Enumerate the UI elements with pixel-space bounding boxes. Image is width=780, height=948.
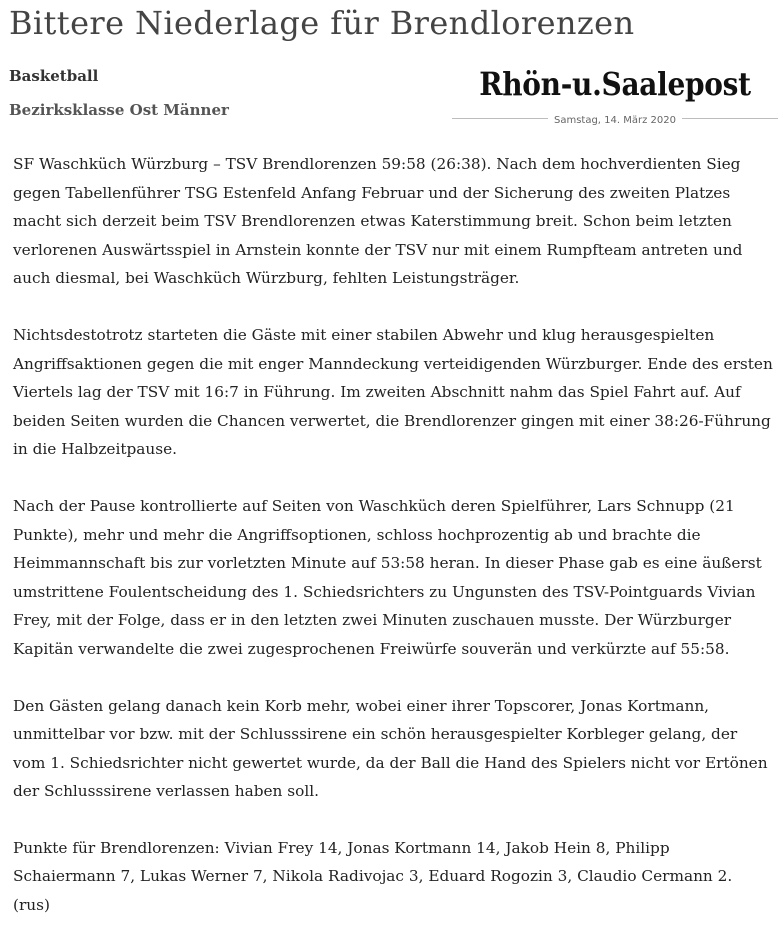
newspaper-logo: Rhön-u.Saalepost: [479, 65, 751, 103]
article-paragraph: Nach der Pause kontrollierte auf Seiten von Waschküch deren Spielführer, Lars Schnupp (21 Punkte), mehr und mehr die Angriffsoptionen, schloss hochprozentig ab und brachte die Heimmannschaft bis zur vorletzten Minute auf 53:58 heran. In dieser Phase gab es eine äußerst umstrittene Foulentscheidung des 1. Schiedsrichters zu Ungunsten des TSV-Pointguards Vivian Frey, mit der Folge, dass er in den letzten zwei Minuten zuschauen musste. Der Würzburger Kapitän verwandelte die zwei zugesprochenen Freiwürfe souverän und verkürzte auf 55:58.: [13, 496, 762, 658]
article-paragraph: Den Gästen gelang danach kein Korb mehr, wobei einer ihrer Topscorer, Jonas Kortmann, unmittelbar vor bzw. mit der Schlusssirene ein schön herausgespielter Korbleger gelang, der vom 1. Schiedsrichter nicht gewertet wurde, da der Ball die Hand des Spielers nicht vor Ertönen der Schlusssirene verlassen haben soll.: [13, 696, 768, 801]
article-kicker: Basketball: [9, 67, 99, 85]
article-paragraph: Nichtsdestotrotz starteten die Gäste mit einer stabilen Abwehr und klug herausgespielten Angriffsaktionen gegen die mit enger Manndeckung verteidigenden Würzburger. Ende des ersten Viertels lag der TSV mit 16:7 in Führung. Im zweiten Abschnitt nahm das Spiel Fahrt auf. Auf beiden Seiten wurden die Chancen verwertet, die Brendlorenzer gingen mit einer 38:26-Führung in die Halbzeitpause.: [13, 325, 773, 459]
article-paragraph: SF Waschküch Würzburg – TSV Brendlorenzen 59:58 (26:38). Nach dem hochverdienten Sieg gegen Tabellenführer TSG Estenfeld Anfang Februar und der Sicherung des zweiten Platzes macht sich derzeit beim TSV Brendlorenzen etwas Katerstimmung breit. Schon beim letzten verlorenen Auswärtsspiel in Arnstein konnte der TSV nur mit einem Rumpfteam antreten und auch diesmal, bei Waschküch Würzburg, fehlten Leistungsträger.: [13, 155, 743, 288]
publication-date: Samstag, 14. März 2020: [548, 115, 682, 126]
newspaper-masthead: [452, 60, 778, 136]
article-body: [13, 150, 773, 948]
publication-date-wrapper: [452, 109, 778, 130]
article-paragraph: Punkte für Brendlorenzen: Vivian Frey 14, Jonas Kortmann 14, Jakob Hein 8, Philipp Schaiermann 7, Lukas Werner 7, Nikola Radivojac 3, Eduard Rogozin 3, Claudio Cermann 2. (rus): [13, 838, 733, 915]
article-subkicker: Bezirksklasse Ost Männer: [9, 101, 229, 119]
article-headline: Bittere Niederlage für Brendlorenzen: [9, 4, 635, 42]
